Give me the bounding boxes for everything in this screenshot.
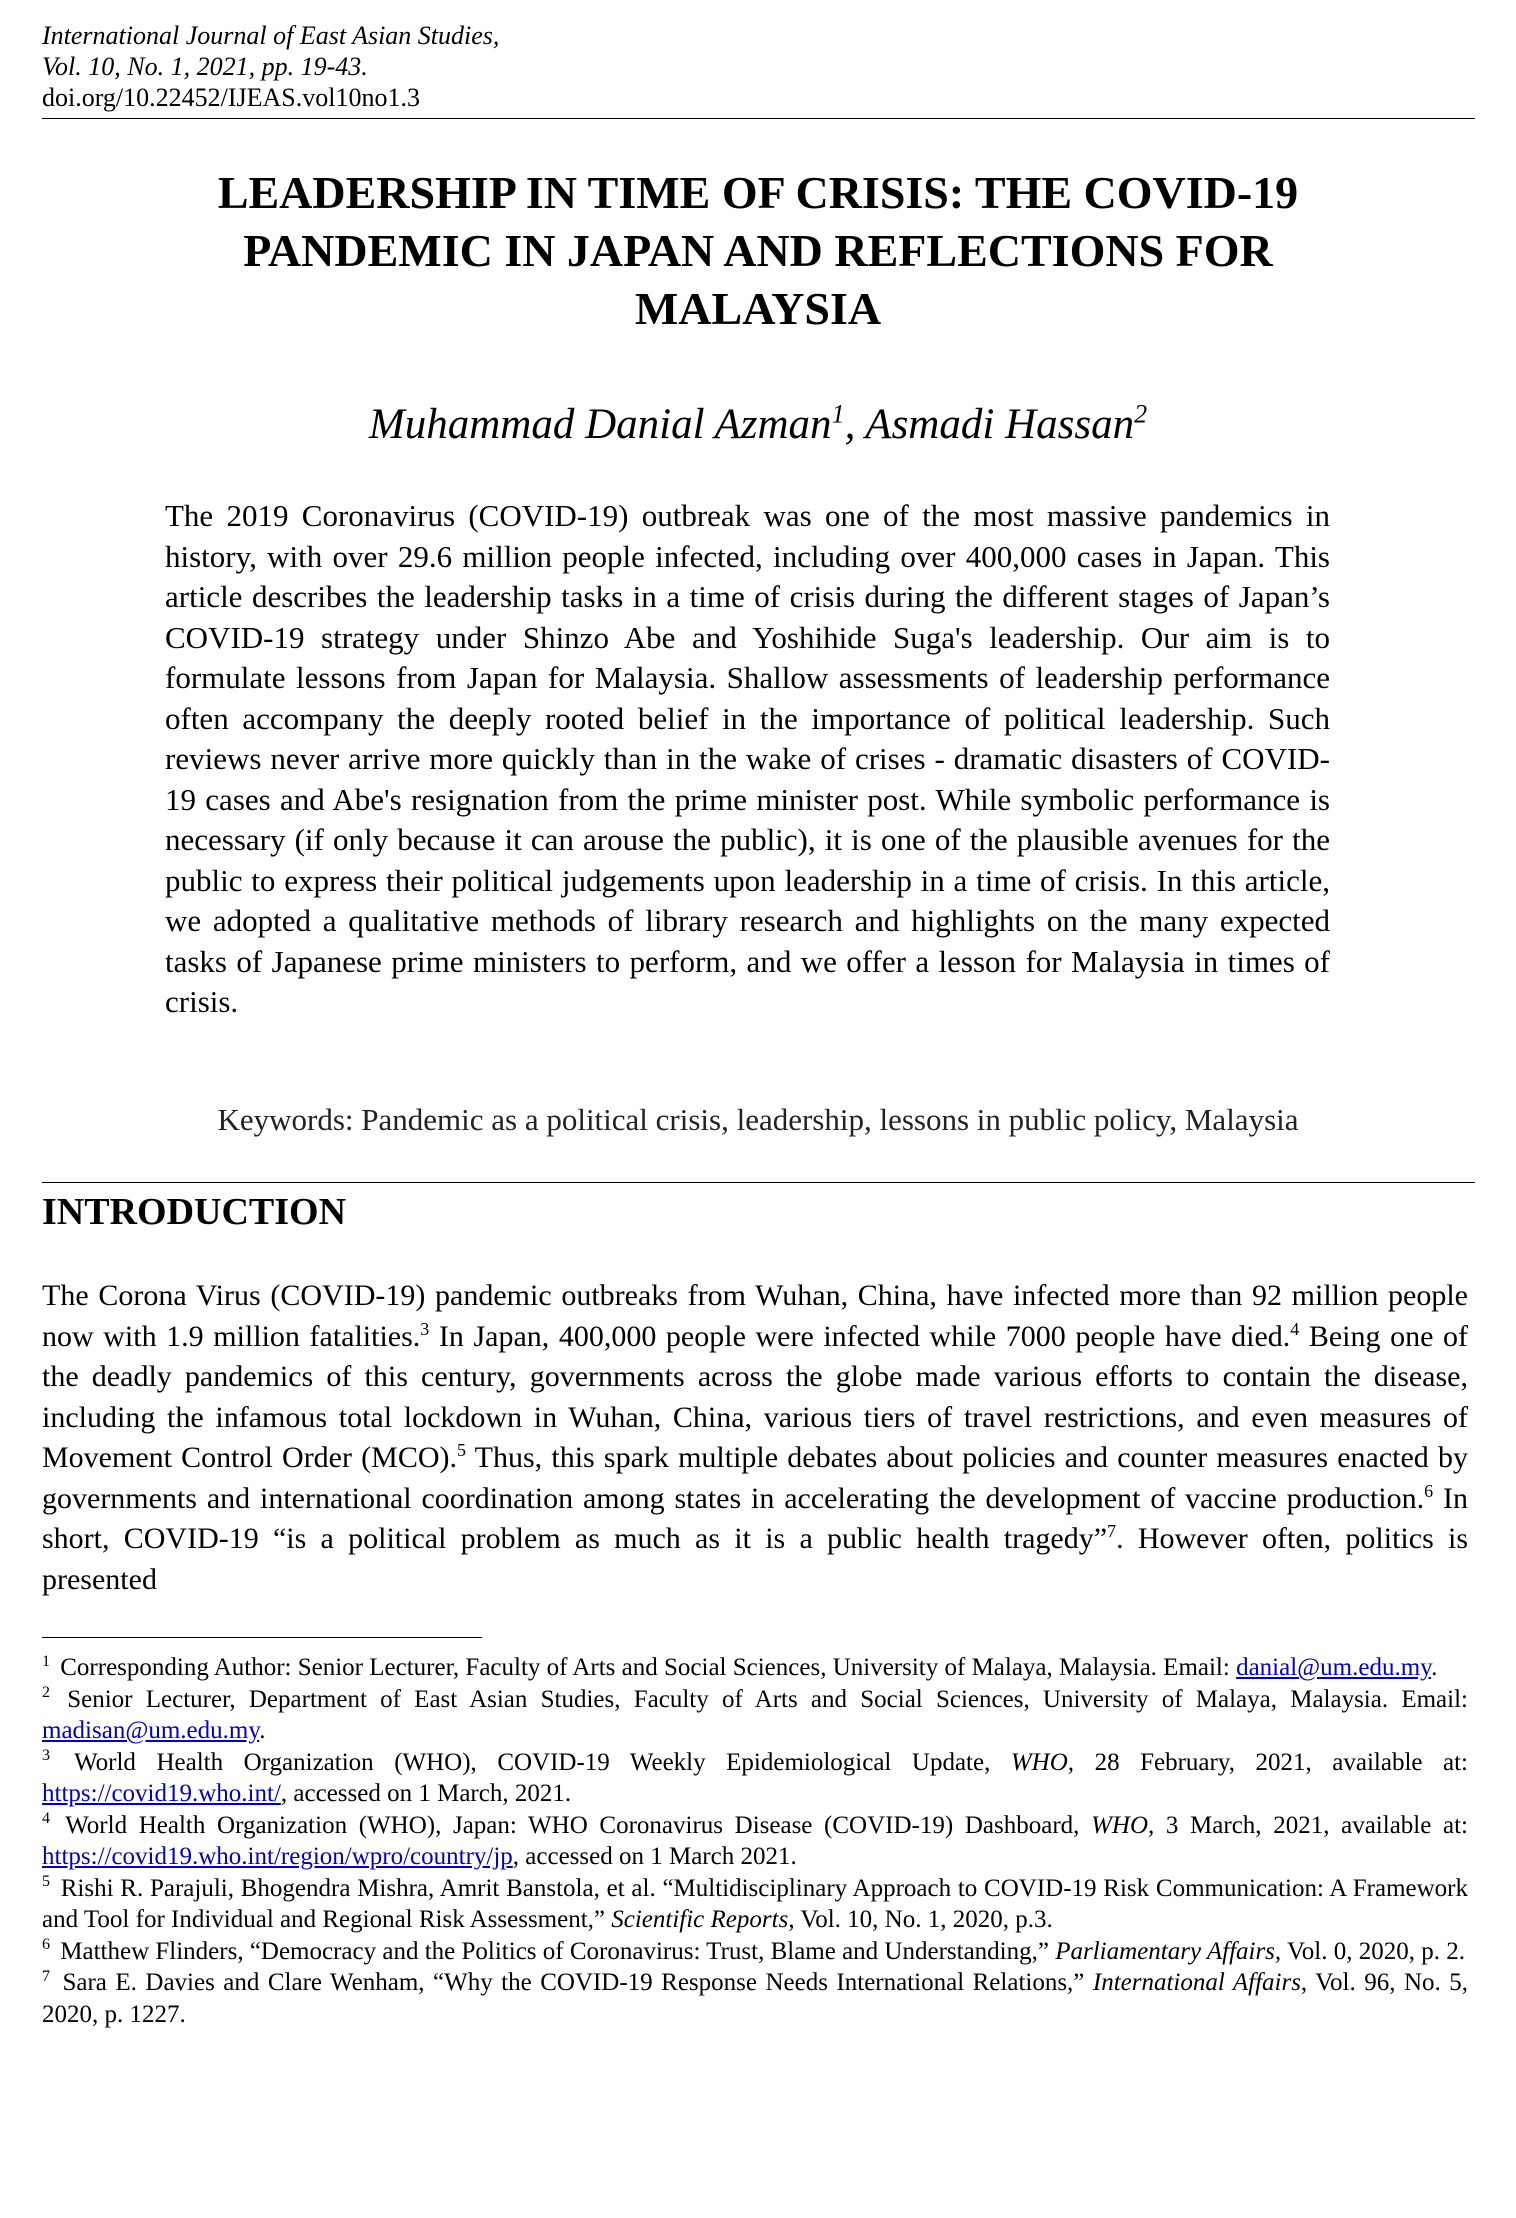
- author-list: [100, 400, 1416, 450]
- footnote-source: WHO,: [1010, 1748, 1075, 1776]
- header-divider: [42, 118, 1475, 119]
- footnote-text: World Health Organization (WHO), Japan: WHO Coronavirus Disease (COVID-19) Dashboard,: [54, 1811, 1092, 1839]
- footnote-text: , accessed on 1 March, 2021.: [280, 1780, 572, 1807]
- author-2-footnote-mark[interactable]: 2: [1134, 399, 1148, 429]
- url-link[interactable]: https://covid19.who.int/: [42, 1780, 281, 1807]
- footnote-text: , Vol. 96, No. 5, 2020, p. 1227.: [42, 1969, 1468, 2028]
- footnote-1: [42, 1652, 1468, 1684]
- footnote-4: [42, 1810, 1468, 1873]
- body-sentence: Thus, this spark multiple debates about policies and counter measures enacted by governments and international coordination among states in accelerating the development of vaccine production.: [42, 1441, 1468, 1515]
- email-link[interactable]: danial@um.edu.my: [1236, 1654, 1432, 1681]
- footnote-number: 4: [42, 1810, 50, 1828]
- footnotes: [42, 1652, 1468, 2030]
- footnote-3: [42, 1747, 1468, 1810]
- footnote-number: 1: [42, 1652, 50, 1670]
- footnote-2: [42, 1684, 1468, 1747]
- footnote-text: Sara E. Davies and Clare Wenham, “Why the COVID-19 Response Needs International Relations,”: [54, 1969, 1093, 1996]
- footnote-ref-3[interactable]: 3: [420, 1318, 430, 1339]
- footnote-ref-6[interactable]: 6: [1424, 1480, 1434, 1501]
- footnote-text: World Health Organization (WHO), COVID-19 Weekly Epidemiological Update,: [54, 1748, 1011, 1776]
- footnote-text: , accessed on 1 March 2021.: [512, 1843, 797, 1870]
- footnote-number: 6: [42, 1936, 50, 1954]
- footnote-text: Corresponding Author: Senior Lecturer, Faculty of Arts and Social Sciences, University of Malaya, Malaysia. Email:: [54, 1654, 1237, 1681]
- author-1-footnote-mark[interactable]: 1: [831, 399, 845, 429]
- footnote-text: , Vol. 10, No. 1, 2020, p.3.: [788, 1906, 1053, 1933]
- footnote-text: 28 February, 2021, available at:: [1074, 1748, 1468, 1776]
- footnote-text: Matthew Flinders, “Democracy and the Politics of Coronavirus: Trust, Blame and Understanding,”: [54, 1937, 1056, 1965]
- title-line-2: PANDEMIC IN JAPAN AND REFLECTIONS FOR: [243, 225, 1273, 276]
- title-line-1: LEADERSHIP IN TIME OF CRISIS: THE COVID-19: [217, 167, 1299, 218]
- footnote-number: 2: [42, 1684, 50, 1702]
- footnote-source: Scientific Reports: [611, 1906, 789, 1933]
- footnote-source: Parliamentary Affairs,: [1055, 1937, 1282, 1965]
- author-2: Asmadi Hassan: [865, 401, 1135, 448]
- author-separator: ,: [844, 401, 866, 448]
- footnote-7: [42, 1967, 1468, 2030]
- footnote-number: 5: [42, 1873, 50, 1891]
- body-sentence: In Japan, 400,000 people were infected while 7000 people have died.: [429, 1319, 1291, 1353]
- body-sentence: In short, COVID-19 “is a political problem as much as it is a public health tragedy”: [42, 1481, 1468, 1555]
- body-sentence: Being one of the deadly pandemics of this century, governments across the globe made various efforts to contain the disease, including the infamous total lockdown in Wuhan, China, various tiers of travel restrictions, and even measures of Movement Control Order (MCO).: [42, 1319, 1468, 1474]
- url-link[interactable]: https://covid19.who.int/region/wpro/country/jp: [42, 1843, 513, 1870]
- footnote-ref-7[interactable]: 7: [1107, 1521, 1117, 1541]
- footnote-divider: [42, 1637, 482, 1638]
- footnote-5: [42, 1873, 1468, 1936]
- paper-title: [100, 164, 1416, 338]
- footnote-source: WHO,: [1091, 1811, 1155, 1839]
- abstract: The 2019 Coronavirus (COVID-19) outbreak was one of the most massive pandemics in history, with over 29.6 million people infected, including over 400,000 cases in Japan. This article describes the leadership tasks in a time of crisis during the different stages of Japan’s COVID-19 strategy under Shinzo Abe and Yoshihide Suga's leadership. Our aim is to formulate lessons from Japan for Malaysia. Shallow assessments of leadership performance often accompany the deeply rooted belief in the importance of political leadership. Such reviews never arrive more quickly than in the wake of crises - dramatic disasters of COVID-19 cases and Abe's resignation from the prime minister post. While symbolic performance is necessary (if only because it can arouse the public), it is one of the plausible avenues for the public to express their political judgements upon leadership in a time of crisis. In this article, we adopted a qualitative methods of library research and highlights on the many expected tasks of Japanese prime ministers to perform, and we offer a lesson for Malaysia in times of crisis.: [165, 498, 1330, 1019]
- footnote-text: 3 March, 2021, available at:: [1154, 1811, 1468, 1839]
- section-heading-introduction: INTRODUCTION: [42, 1191, 347, 1233]
- author-1: Muhammad Danial Azman: [368, 401, 832, 448]
- title-line-3: MALAYSIA: [634, 283, 882, 334]
- footnote-6: [42, 1936, 1468, 1968]
- footnote-source: International Affairs: [1092, 1969, 1301, 1996]
- email-link[interactable]: madisan@um.edu.my: [42, 1717, 260, 1744]
- body-sentence: The Corona Virus (COVID-19) pandemic outbreaks from Wuhan, China, have infected more than 92 million people now with 1.9 million fatalities.: [42, 1279, 1468, 1353]
- footnote-number: 7: [42, 1967, 50, 1985]
- journal-header: [42, 20, 1472, 113]
- body-sentence: . However often, politics is presented: [42, 1522, 1469, 1596]
- footnote-ref-5[interactable]: 5: [457, 1440, 467, 1460]
- footnote-end: .: [1431, 1654, 1438, 1681]
- footnote-ref-4[interactable]: 4: [1290, 1318, 1300, 1339]
- footnote-end: .: [259, 1717, 266, 1744]
- footnote-number: 3: [42, 1747, 50, 1765]
- keywords: Keywords: Pandemic as a political crisis, leadership, lessons in public policy, Malaysia: [217, 1102, 1299, 1137]
- section-divider: [42, 1182, 1475, 1183]
- footnote-text: Vol. 0, 2020, p. 2.: [1281, 1937, 1465, 1965]
- footnote-text: Rishi R. Parajuli, Bhogendra Mishra, Amrit Banstola, et al. “Multidisciplinary Approach to COVID-19 Risk Communication: A Framework and Tool for Individual and Regional Risk Assessment,”: [42, 1874, 1468, 1933]
- journal-name: International Journal of East Asian Studies,: [42, 21, 500, 50]
- journal-volume: Vol. 10, No. 1, 2021, pp. 19-43.: [42, 52, 368, 81]
- footnote-text: Senior Lecturer, Department of East Asian Studies, Faculty of Arts and Social Sciences, University of Malaya, Malaysia. Email:: [54, 1685, 1468, 1713]
- introduction-paragraph: [42, 1276, 1468, 1600]
- journal-doi: doi.org/10.22452/IJEAS.vol10no1.3: [42, 83, 420, 112]
